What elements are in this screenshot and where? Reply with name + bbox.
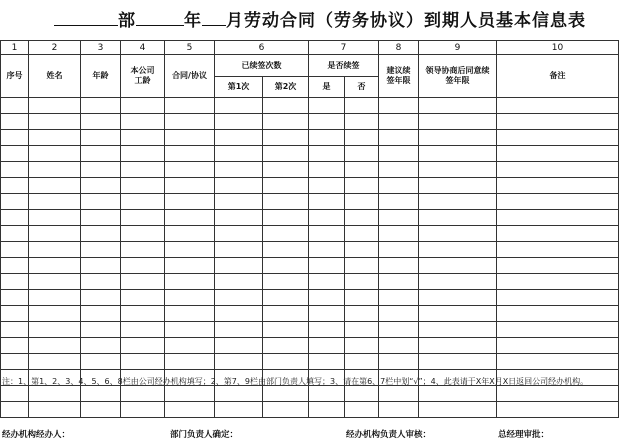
header-no: 否 (345, 77, 379, 98)
table-cell[interactable] (121, 130, 165, 146)
table-cell[interactable] (379, 402, 419, 418)
table-row (1, 114, 619, 130)
table-cell[interactable] (263, 242, 309, 258)
table-cell[interactable] (1, 130, 29, 146)
table-cell[interactable] (29, 354, 81, 370)
table-row (1, 146, 619, 162)
table-cell[interactable] (309, 322, 345, 338)
table-cell[interactable] (263, 98, 309, 114)
table-row (1, 98, 619, 114)
table-cell[interactable] (497, 402, 619, 418)
table-cell[interactable] (165, 162, 215, 178)
table-cell[interactable] (165, 290, 215, 306)
table-row (1, 354, 619, 370)
info-table (0, 40, 619, 418)
table-cell[interactable] (121, 242, 165, 258)
table-cell[interactable] (215, 194, 263, 210)
table-cell[interactable] (263, 146, 309, 162)
table-cell[interactable] (29, 274, 81, 290)
table-row (1, 162, 619, 178)
table-cell[interactable] (81, 242, 121, 258)
table-cell[interactable] (263, 210, 309, 226)
table-cell[interactable] (215, 402, 263, 418)
table-cell[interactable] (81, 130, 121, 146)
table-cell[interactable] (309, 274, 345, 290)
table-row (1, 226, 619, 242)
page-title (0, 6, 640, 38)
table-row (1, 210, 619, 226)
table-row (1, 322, 619, 338)
table-cell[interactable] (309, 354, 345, 370)
table-cell[interactable] (81, 194, 121, 210)
table-cell[interactable] (1, 146, 29, 162)
table-cell[interactable] (497, 242, 619, 258)
table-cell[interactable] (345, 306, 379, 322)
table-cell[interactable] (345, 146, 379, 162)
table-cell[interactable] (263, 402, 309, 418)
header-renew-first: 第1次 (215, 77, 263, 98)
table-cell[interactable] (345, 162, 379, 178)
title-main-label: 月劳动合同（劳务协议）到期人员基本信息表 (226, 11, 586, 31)
table-cell[interactable] (263, 194, 309, 210)
table-cell[interactable] (29, 322, 81, 338)
table-cell[interactable] (497, 258, 619, 274)
table-body (1, 98, 619, 418)
table-cell[interactable] (121, 146, 165, 162)
table-cell[interactable] (29, 338, 81, 354)
table-cell[interactable] (309, 194, 345, 210)
table-cell[interactable] (309, 178, 345, 194)
table-cell[interactable] (215, 290, 263, 306)
table-cell[interactable] (263, 114, 309, 130)
table-cell[interactable] (379, 354, 419, 370)
table-cell[interactable] (1, 98, 29, 114)
col-number: 3 (81, 41, 121, 55)
table-cell[interactable] (345, 194, 379, 210)
table-cell[interactable] (345, 210, 379, 226)
table-cell[interactable] (497, 98, 619, 114)
header-seq: 序号 (1, 55, 29, 98)
table-cell[interactable] (263, 226, 309, 242)
table-cell[interactable] (497, 194, 619, 210)
table-cell[interactable] (1, 402, 29, 418)
table-cell[interactable] (263, 178, 309, 194)
title-year-label: 年 (184, 11, 202, 31)
table-cell[interactable] (121, 226, 165, 242)
table-cell[interactable] (263, 130, 309, 146)
table-cell[interactable] (309, 114, 345, 130)
table-cell[interactable] (215, 210, 263, 226)
table-cell[interactable] (263, 162, 309, 178)
col-number: 10 (497, 41, 619, 55)
table-cell[interactable] (165, 178, 215, 194)
table-cell[interactable] (29, 290, 81, 306)
table-cell[interactable] (379, 290, 419, 306)
table-cell[interactable] (215, 338, 263, 354)
header-contract-type: 合同/协议 (165, 55, 215, 98)
table-row (1, 178, 619, 194)
table-cell[interactable] (1, 338, 29, 354)
table-cell[interactable] (379, 338, 419, 354)
table-cell[interactable] (1, 242, 29, 258)
table-cell[interactable] (419, 354, 497, 370)
table-cell[interactable] (419, 274, 497, 290)
table-cell[interactable] (309, 162, 345, 178)
table-cell[interactable] (29, 130, 81, 146)
table-cell[interactable] (345, 114, 379, 130)
table-cell[interactable] (309, 258, 345, 274)
table-cell[interactable] (165, 98, 215, 114)
table-row (1, 258, 619, 274)
table-cell[interactable] (379, 274, 419, 290)
table-cell[interactable] (379, 242, 419, 258)
table-cell[interactable] (263, 258, 309, 274)
table-cell[interactable] (497, 178, 619, 194)
table-cell[interactable] (215, 274, 263, 290)
table-cell[interactable] (345, 178, 379, 194)
table-cell[interactable] (165, 306, 215, 322)
table-cell[interactable] (121, 338, 165, 354)
table-row (1, 242, 619, 258)
table-cell[interactable] (497, 226, 619, 242)
table-cell[interactable] (345, 354, 379, 370)
table-cell[interactable] (263, 338, 309, 354)
table-row (1, 338, 619, 354)
col-number: 6 (215, 41, 309, 55)
table-cell[interactable] (1, 210, 29, 226)
table-cell[interactable] (81, 162, 121, 178)
table-cell[interactable] (379, 130, 419, 146)
table-row (1, 130, 619, 146)
table-cell[interactable] (379, 322, 419, 338)
table-cell[interactable] (1, 290, 29, 306)
table-cell[interactable] (215, 322, 263, 338)
table-cell[interactable] (121, 194, 165, 210)
table-cell[interactable] (379, 226, 419, 242)
table-cell[interactable] (121, 306, 165, 322)
header-age: 年龄 (81, 55, 121, 98)
table-cell[interactable] (165, 402, 215, 418)
table-cell[interactable] (165, 210, 215, 226)
table-cell[interactable] (29, 306, 81, 322)
table-cell[interactable] (121, 98, 165, 114)
table-cell[interactable] (81, 146, 121, 162)
table-cell[interactable] (165, 354, 215, 370)
table-cell[interactable] (263, 354, 309, 370)
table-cell[interactable] (81, 322, 121, 338)
table-cell[interactable] (419, 162, 497, 178)
table-cell[interactable] (345, 98, 379, 114)
table-cell[interactable] (497, 338, 619, 354)
table-cell[interactable] (215, 226, 263, 242)
table-cell[interactable] (81, 306, 121, 322)
col-number: 9 (419, 41, 497, 55)
table-cell[interactable] (497, 130, 619, 146)
table-cell[interactable] (309, 210, 345, 226)
table-cell[interactable] (121, 274, 165, 290)
table-cell[interactable] (419, 290, 497, 306)
table-row (1, 402, 619, 418)
table-cell[interactable] (419, 322, 497, 338)
table-cell[interactable] (81, 338, 121, 354)
table-cell[interactable] (1, 274, 29, 290)
table-cell[interactable] (215, 114, 263, 130)
table-cell[interactable] (81, 274, 121, 290)
table-cell[interactable] (345, 226, 379, 242)
table-cell[interactable] (81, 290, 121, 306)
table-cell[interactable] (345, 338, 379, 354)
table-cell[interactable] (215, 98, 263, 114)
table-cell[interactable] (309, 130, 345, 146)
table-cell[interactable] (419, 226, 497, 242)
header-company-seniority: 本公司工龄 (121, 55, 165, 98)
table-cell[interactable] (345, 258, 379, 274)
table-cell[interactable] (165, 130, 215, 146)
table-cell[interactable] (419, 178, 497, 194)
table-cell[interactable] (379, 146, 419, 162)
table-cell[interactable] (497, 146, 619, 162)
table-cell[interactable] (165, 114, 215, 130)
signature-handler: 经办机构经办人： (2, 430, 71, 440)
table-cell[interactable] (419, 338, 497, 354)
title-dept-label: 部 (118, 11, 136, 31)
table-cell[interactable] (379, 210, 419, 226)
table-cell[interactable] (309, 242, 345, 258)
signature-dept-head: 部门负责人确定： (170, 430, 239, 440)
header-suggested-years: 建议续签年限 (379, 55, 419, 98)
table-cell[interactable] (1, 114, 29, 130)
table-cell[interactable] (309, 98, 345, 114)
table-cell[interactable] (29, 146, 81, 162)
table-cell[interactable] (121, 322, 165, 338)
table-cell[interactable] (309, 226, 345, 242)
table-cell[interactable] (497, 354, 619, 370)
header-name: 姓名 (29, 55, 81, 98)
table-cell[interactable] (263, 322, 309, 338)
table-cell[interactable] (121, 402, 165, 418)
table-cell[interactable] (1, 354, 29, 370)
table-cell[interactable] (1, 306, 29, 322)
table-cell[interactable] (1, 194, 29, 210)
table-cell[interactable] (29, 258, 81, 274)
table-cell[interactable] (345, 290, 379, 306)
table-cell[interactable] (497, 210, 619, 226)
table-cell[interactable] (497, 274, 619, 290)
table-cell[interactable] (309, 146, 345, 162)
table-cell[interactable] (215, 162, 263, 178)
header-renewals: 已续签次数 (215, 55, 309, 77)
table-cell[interactable] (81, 258, 121, 274)
department-blank (54, 7, 118, 26)
table-cell[interactable] (215, 354, 263, 370)
table-cell[interactable] (29, 162, 81, 178)
col-number: 2 (29, 41, 81, 55)
table-cell[interactable] (419, 130, 497, 146)
table-cell[interactable] (379, 98, 419, 114)
table-cell[interactable] (29, 178, 81, 194)
table-cell[interactable] (165, 322, 215, 338)
col-number: 1 (1, 41, 29, 55)
table-cell[interactable] (309, 306, 345, 322)
col-number: 7 (309, 41, 379, 55)
table-cell[interactable] (215, 130, 263, 146)
col-number: 8 (379, 41, 419, 55)
table-cell[interactable] (419, 98, 497, 114)
table-cell[interactable] (215, 258, 263, 274)
table-cell[interactable] (165, 258, 215, 274)
table-cell[interactable] (215, 306, 263, 322)
table-cell[interactable] (497, 306, 619, 322)
table-cell[interactable] (81, 226, 121, 242)
table-cell[interactable] (81, 354, 121, 370)
table-cell[interactable] (81, 210, 121, 226)
table-cell[interactable] (1, 226, 29, 242)
table-cell[interactable] (263, 306, 309, 322)
table-cell[interactable] (165, 146, 215, 162)
table-cell[interactable] (419, 258, 497, 274)
table-cell[interactable] (345, 130, 379, 146)
table-cell[interactable] (121, 178, 165, 194)
table-cell[interactable] (379, 162, 419, 178)
table-cell[interactable] (81, 178, 121, 194)
table-cell[interactable] (1, 162, 29, 178)
table-cell[interactable] (29, 114, 81, 130)
header-yes: 是 (309, 77, 345, 98)
table-cell[interactable] (215, 178, 263, 194)
table-cell[interactable] (497, 290, 619, 306)
footnote: 注：1、第1、2、3、4、5、6、8栏由公司经办机构填写；2、第7、9栏由部门负责人填写；3、请在第6、7栏中划“√”；4、此表请于X年X月X日返回公司经办机构。 (2, 377, 589, 386)
table-cell[interactable] (263, 290, 309, 306)
table-cell[interactable] (379, 114, 419, 130)
table-cell[interactable] (121, 354, 165, 370)
signature-agency-head: 经办机构负责人审核： (346, 430, 432, 440)
table-row (1, 274, 619, 290)
table-cell[interactable] (29, 226, 81, 242)
table-cell[interactable] (379, 258, 419, 274)
col-number: 5 (165, 41, 215, 55)
table-cell[interactable] (497, 114, 619, 130)
table-cell[interactable] (29, 194, 81, 210)
table-row (1, 306, 619, 322)
header-agreed-years: 领导协商后同意续签年限 (419, 55, 497, 98)
table-cell[interactable] (165, 274, 215, 290)
table-cell[interactable] (497, 322, 619, 338)
table-cell[interactable] (379, 194, 419, 210)
table-cell[interactable] (345, 322, 379, 338)
table-cell[interactable] (345, 402, 379, 418)
table-cell[interactable] (419, 306, 497, 322)
table-cell[interactable] (81, 402, 121, 418)
table-cell[interactable] (121, 162, 165, 178)
column-number-row (1, 41, 619, 55)
table-cell[interactable] (309, 338, 345, 354)
header-remarks: 备注 (497, 55, 619, 98)
table-cell[interactable] (165, 338, 215, 354)
table-cell[interactable] (419, 242, 497, 258)
table-cell[interactable] (1, 178, 29, 194)
table-cell[interactable] (81, 114, 121, 130)
table-cell[interactable] (379, 178, 419, 194)
table-cell[interactable] (29, 210, 81, 226)
table-cell[interactable] (419, 146, 497, 162)
table-cell[interactable] (345, 242, 379, 258)
table-cell[interactable] (121, 258, 165, 274)
table-row (1, 290, 619, 306)
month-blank (202, 7, 226, 26)
table-cell[interactable] (29, 242, 81, 258)
table-cell[interactable] (121, 210, 165, 226)
table-cell[interactable] (1, 322, 29, 338)
table-row (1, 194, 619, 210)
table-cell[interactable] (419, 114, 497, 130)
table-cell[interactable] (121, 290, 165, 306)
table-cell[interactable] (165, 194, 215, 210)
table-cell[interactable] (1, 258, 29, 274)
table-cell[interactable] (379, 306, 419, 322)
header-renew-second: 第2次 (263, 77, 309, 98)
table-cell[interactable] (419, 210, 497, 226)
table-cell[interactable] (309, 290, 345, 306)
header-whether-renew: 是否续签 (309, 55, 379, 77)
table-cell[interactable] (165, 226, 215, 242)
signature-gm: 总经理审批： (498, 430, 550, 440)
table-cell[interactable] (345, 274, 379, 290)
table-cell[interactable] (29, 402, 81, 418)
col-number: 4 (121, 41, 165, 55)
table-cell[interactable] (121, 114, 165, 130)
year-blank (136, 7, 184, 26)
header-row-1 (1, 55, 619, 77)
table-cell[interactable] (263, 274, 309, 290)
table-cell[interactable] (81, 98, 121, 114)
table-cell[interactable] (419, 402, 497, 418)
table-cell[interactable] (497, 162, 619, 178)
table-cell[interactable] (309, 402, 345, 418)
table-cell[interactable] (215, 242, 263, 258)
table-cell[interactable] (419, 194, 497, 210)
table-cell[interactable] (165, 242, 215, 258)
table-cell[interactable] (29, 98, 81, 114)
table-cell[interactable] (215, 146, 263, 162)
